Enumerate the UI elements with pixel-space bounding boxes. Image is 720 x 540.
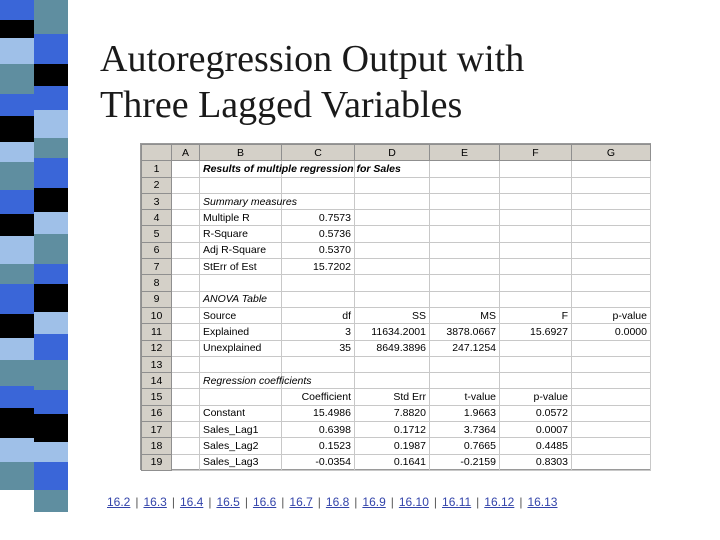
stripe-block	[34, 138, 68, 158]
sheet-row	[142, 405, 651, 421]
sheet-cell[interactable]: 0.1523	[282, 438, 355, 454]
sheet-cell[interactable]: Summary measures	[200, 193, 282, 209]
sheet-cell[interactable]	[355, 210, 430, 226]
sheet-cell[interactable]	[172, 405, 200, 421]
sheet-cell[interactable]: R-Square	[200, 226, 282, 242]
stripe-block	[0, 386, 34, 408]
stripe-block	[34, 110, 68, 138]
sheet-cell[interactable]	[282, 177, 355, 193]
sheet-cell[interactable]: 7.8820	[355, 405, 430, 421]
row-header[interactable]: 5	[142, 226, 172, 242]
stripe-block	[34, 442, 68, 462]
sheet-cell[interactable]	[430, 291, 500, 307]
row-header[interactable]: 14	[142, 373, 172, 389]
sheet-cell[interactable]: Constant	[200, 405, 282, 421]
sheet-cell[interactable]	[572, 226, 651, 242]
stripe-block	[0, 462, 34, 490]
stripe-block	[34, 462, 68, 490]
sheet-cell[interactable]	[572, 242, 651, 258]
column-header[interactable]: F	[500, 145, 572, 161]
row-header[interactable]: 10	[142, 307, 172, 323]
stripe-block	[34, 334, 68, 360]
link-separator: |	[171, 495, 175, 509]
sheet-cell[interactable]	[572, 193, 651, 209]
sheet-cell[interactable]: 0.5736	[282, 226, 355, 242]
link-separator: |	[208, 495, 212, 509]
sheet-cell[interactable]	[430, 259, 500, 275]
stripe-block	[0, 314, 34, 338]
sheet-cell[interactable]: 0.1712	[355, 422, 430, 438]
sheet-cell[interactable]	[282, 291, 355, 307]
sheet-cell[interactable]: 15.4986	[282, 405, 355, 421]
sheet-cell[interactable]: F	[500, 307, 572, 323]
sheet-cell[interactable]	[172, 389, 200, 405]
sheet-row	[142, 438, 651, 454]
sheet-cell[interactable]	[500, 177, 572, 193]
stripe-block	[0, 0, 34, 20]
sheet-cell[interactable]	[500, 161, 572, 177]
sheet-row	[142, 389, 651, 405]
sheet-cell[interactable]: df	[282, 307, 355, 323]
sheet-row	[142, 307, 651, 323]
link-separator: |	[281, 495, 285, 509]
stripe-block	[34, 490, 68, 512]
sheet-row	[142, 210, 651, 226]
decorative-stripe	[0, 0, 68, 540]
stripe-block	[0, 236, 34, 264]
sheet-cell[interactable]: 11634.2001	[355, 324, 430, 340]
row-header[interactable]: 2	[142, 177, 172, 193]
column-header[interactable]: A	[172, 145, 200, 161]
sheet-cell[interactable]	[500, 356, 572, 372]
sheet-cell[interactable]	[200, 356, 282, 372]
title-line-1: Autoregression Output with	[100, 38, 525, 80]
stripe-block	[34, 34, 68, 64]
slide-navigation	[107, 495, 707, 509]
sheet-cell[interactable]: 15.7202	[282, 259, 355, 275]
sheet-cell[interactable]: SS	[355, 307, 430, 323]
sheet-cell[interactable]	[430, 210, 500, 226]
sheet-cell[interactable]: 247.1254	[430, 340, 500, 356]
sheet-cell[interactable]	[355, 242, 430, 258]
sheet-row	[142, 340, 651, 356]
slide-link[interactable]: 16.4	[179, 495, 204, 509]
sheet-row	[142, 177, 651, 193]
stripe-block	[0, 94, 34, 116]
sheet-cell[interactable]	[172, 259, 200, 275]
sheet-cell[interactable]: p-value	[572, 307, 651, 323]
sheet-cell[interactable]	[572, 259, 651, 275]
link-separator: |	[317, 495, 321, 509]
link-separator: |	[476, 495, 480, 509]
sheet-cell[interactable]	[172, 324, 200, 340]
sheet-cell[interactable]	[172, 307, 200, 323]
link-separator: |	[135, 495, 139, 509]
sheet-cell[interactable]	[572, 161, 651, 177]
sheet-cell[interactable]	[572, 340, 651, 356]
sheet-cell[interactable]	[172, 275, 200, 291]
column-header[interactable]: B	[200, 145, 282, 161]
stripe-block	[34, 188, 68, 212]
link-separator: |	[433, 495, 438, 509]
sheet-cell[interactable]: Results of multiple regression for Sales	[200, 161, 282, 177]
sheet-cell[interactable]	[572, 405, 651, 421]
slide-link[interactable]: 16.11	[442, 495, 472, 509]
slide-link[interactable]: 16.8	[325, 495, 350, 509]
stripe-block	[34, 234, 68, 264]
sheet-cell[interactable]	[172, 226, 200, 242]
slide-link[interactable]: 16.7	[289, 495, 313, 509]
sheet-cell[interactable]: Explained	[200, 324, 282, 340]
sheet-cell[interactable]	[500, 242, 572, 258]
sheet-cell[interactable]	[200, 389, 282, 405]
sheet-cell[interactable]	[572, 275, 651, 291]
sheet-cell[interactable]: Sales_Lag1	[200, 422, 282, 438]
row-header[interactable]: 4	[142, 210, 172, 226]
sheet-cell[interactable]	[500, 275, 572, 291]
sheet-row	[142, 324, 651, 340]
slide-link[interactable]: 16.3	[143, 495, 167, 509]
sheet-cell[interactable]	[355, 226, 430, 242]
link-separator: |	[390, 495, 394, 509]
sheet-cell[interactable]	[172, 438, 200, 454]
row-header[interactable]: 16	[142, 405, 172, 421]
sheet-cell[interactable]: StErr of Est	[200, 259, 282, 275]
stripe-block	[34, 414, 68, 442]
sheet-cell[interactable]: 8649.3896	[355, 340, 430, 356]
sheet-cell[interactable]	[172, 454, 200, 470]
stripe-block	[0, 214, 34, 236]
sheet-cell[interactable]	[355, 275, 430, 291]
sheet-row	[142, 373, 651, 389]
row-header[interactable]: 11	[142, 324, 172, 340]
stripe-block	[0, 438, 34, 462]
sheet-cell[interactable]: 0.7665	[430, 438, 500, 454]
sheet-cell[interactable]: MS	[430, 307, 500, 323]
sheet-row	[142, 454, 651, 470]
sheet-cell[interactable]: 3	[282, 324, 355, 340]
sheet-cell[interactable]	[572, 356, 651, 372]
sheet-row	[142, 275, 651, 291]
stripe-block	[0, 116, 34, 142]
sheet-row	[142, 226, 651, 242]
stripe-block	[0, 408, 34, 438]
sheet-cell[interactable]	[172, 193, 200, 209]
sheet-cell[interactable]	[430, 356, 500, 372]
stripe-block	[34, 312, 68, 334]
stripe-block	[0, 190, 34, 214]
sheet-cell[interactable]: Unexplained	[200, 340, 282, 356]
column-header[interactable]: E	[430, 145, 500, 161]
title-line-2: Three Lagged Variables	[100, 84, 463, 126]
stripe-block	[34, 0, 68, 34]
link-separator: |	[519, 495, 523, 509]
link-separator: |	[244, 495, 248, 509]
sheet-cell[interactable]	[500, 373, 572, 389]
sheet-cell[interactable]: 0.1641	[355, 454, 430, 470]
sheet-cell[interactable]	[430, 161, 500, 177]
sheet-cell[interactable]	[172, 356, 200, 372]
sheet-cell[interactable]: 3.7364	[430, 422, 500, 438]
sheet-cell[interactable]	[572, 373, 651, 389]
sheet-cell[interactable]: 0.1987	[355, 438, 430, 454]
slide-link[interactable]: 16.9	[362, 495, 386, 509]
sheet-body	[142, 161, 651, 471]
sheet-cell[interactable]	[572, 389, 651, 405]
stripe-block	[34, 360, 68, 390]
column-header[interactable]: C	[282, 145, 355, 161]
slide-link[interactable]: 16.2	[107, 495, 131, 509]
column-header-row	[142, 145, 651, 161]
sheet-cell[interactable]: 35	[282, 340, 355, 356]
sheet-row	[142, 356, 651, 372]
stripe-block	[0, 264, 34, 284]
column-header[interactable]: D	[355, 145, 430, 161]
sheet-cell[interactable]	[172, 340, 200, 356]
stripe-block	[34, 264, 68, 284]
sheet-cell[interactable]	[172, 177, 200, 193]
stripe-block	[34, 390, 68, 414]
row-header[interactable]: 8	[142, 275, 172, 291]
slide-link[interactable]: 16.12	[484, 495, 515, 509]
sheet-cell[interactable]	[500, 193, 572, 209]
sheet-cell[interactable]	[572, 291, 651, 307]
corner-cell[interactable]	[142, 145, 172, 161]
sheet-cell[interactable]	[572, 177, 651, 193]
row-header[interactable]: 19	[142, 454, 172, 470]
sheet-cell[interactable]: 15.6927	[500, 324, 572, 340]
sheet-cell[interactable]: 1.9663	[430, 405, 500, 421]
spreadsheet-output	[140, 143, 651, 470]
sheet-cell[interactable]	[430, 373, 500, 389]
row-header[interactable]: 12	[142, 340, 172, 356]
sheet-row	[142, 161, 651, 177]
sheet-cell[interactable]: Regression coefficients	[200, 373, 282, 389]
stripe-block	[0, 38, 34, 64]
slide-link[interactable]: 16.10	[398, 495, 429, 509]
sheet-cell[interactable]	[572, 210, 651, 226]
sheet-cell[interactable]: 0.8303	[500, 454, 572, 470]
column-header[interactable]: G	[572, 145, 651, 161]
sheet-cell[interactable]	[500, 291, 572, 307]
stripe-block	[34, 64, 68, 86]
sheet-cell[interactable]	[282, 275, 355, 291]
stripe-block	[0, 162, 34, 190]
stripe-block	[0, 142, 34, 162]
sheet-row	[142, 242, 651, 258]
sheet-cell[interactable]: 0.0007	[500, 422, 572, 438]
slide-link[interactable]: 16.13	[527, 495, 558, 509]
sheet-cell[interactable]	[355, 291, 430, 307]
sheet-cell[interactable]: 0.0000	[572, 324, 651, 340]
stripe-block	[0, 338, 34, 360]
row-header[interactable]: 9	[142, 291, 172, 307]
sheet-cell[interactable]: Adj R-Square	[200, 242, 282, 258]
sheet-cell[interactable]: 0.0572	[500, 405, 572, 421]
sheet-cell[interactable]: -0.2159	[430, 454, 500, 470]
sheet-cell[interactable]	[430, 242, 500, 258]
sheet-cell[interactable]: Std Err	[355, 389, 430, 405]
slide-link[interactable]: 16.5	[216, 495, 240, 509]
stripe-block	[34, 212, 68, 234]
stripe-block	[0, 20, 34, 38]
row-header[interactable]: 13	[142, 356, 172, 372]
sheet-cell[interactable]	[355, 193, 430, 209]
link-separator: |	[354, 495, 358, 509]
sheet-cell[interactable]	[172, 242, 200, 258]
sheet-cell[interactable]	[500, 340, 572, 356]
sheet-row	[142, 422, 651, 438]
sheet-cell[interactable]	[500, 259, 572, 275]
slide-title	[100, 36, 700, 128]
row-header[interactable]: 15	[142, 389, 172, 405]
stripe-block	[34, 284, 68, 312]
sheet-cell[interactable]: Sales_Lag3	[200, 454, 282, 470]
stripe-block	[0, 360, 34, 386]
sheet-cell[interactable]	[500, 210, 572, 226]
row-header[interactable]: 3	[142, 193, 172, 209]
row-header[interactable]: 17	[142, 422, 172, 438]
sheet-cell[interactable]	[172, 373, 200, 389]
sheet-cell[interactable]	[200, 177, 282, 193]
sheet-row	[142, 291, 651, 307]
sheet-cell[interactable]	[430, 226, 500, 242]
sheet-cell[interactable]: Multiple R	[200, 210, 282, 226]
sheet-cell[interactable]	[430, 177, 500, 193]
sheet-cell[interactable]	[355, 356, 430, 372]
sheet-cell[interactable]: Coefficient	[282, 389, 355, 405]
sheet-cell[interactable]	[172, 422, 200, 438]
sheet-cell[interactable]: -0.0354	[282, 454, 355, 470]
row-header[interactable]: 7	[142, 259, 172, 275]
sheet-cell[interactable]	[172, 210, 200, 226]
sheet-cell[interactable]: t-value	[430, 389, 500, 405]
sheet-row	[142, 193, 651, 209]
stripe-block	[34, 158, 68, 188]
row-header[interactable]: 18	[142, 438, 172, 454]
sheet-cell[interactable]: 0.7573	[282, 210, 355, 226]
sheet-cell[interactable]: Source	[200, 307, 282, 323]
sheet-row	[142, 259, 651, 275]
sheet-cell[interactable]	[500, 226, 572, 242]
sheet-cell[interactable]	[355, 373, 430, 389]
sheet-cell[interactable]: Sales_Lag2	[200, 438, 282, 454]
sheet-cell[interactable]	[200, 275, 282, 291]
sheet-cell[interactable]	[572, 454, 651, 470]
stripe-block	[34, 86, 68, 110]
sheet-cell[interactable]: 0.4485	[500, 438, 572, 454]
sheet-cell[interactable]	[172, 291, 200, 307]
slide-link[interactable]: 16.6	[252, 495, 277, 509]
row-header[interactable]: 1	[142, 161, 172, 177]
sheet-cell[interactable]: 0.5370	[282, 242, 355, 258]
sheet-cell[interactable]	[430, 275, 500, 291]
sheet-cell[interactable]: p-value	[500, 389, 572, 405]
row-header[interactable]: 6	[142, 242, 172, 258]
stripe-block	[0, 284, 34, 314]
regression-table	[141, 144, 651, 471]
sheet-cell[interactable]	[572, 422, 651, 438]
sheet-cell[interactable]	[282, 356, 355, 372]
sheet-cell[interactable]: 3878.0667	[430, 324, 500, 340]
sheet-cell[interactable]: ANOVA Table	[200, 291, 282, 307]
sheet-cell[interactable]	[355, 177, 430, 193]
sheet-cell[interactable]	[172, 161, 200, 177]
sheet-cell[interactable]	[355, 259, 430, 275]
stripe-block	[0, 64, 34, 94]
sheet-cell[interactable]: 0.6398	[282, 422, 355, 438]
sheet-cell[interactable]	[572, 438, 651, 454]
sheet-cell[interactable]	[430, 193, 500, 209]
